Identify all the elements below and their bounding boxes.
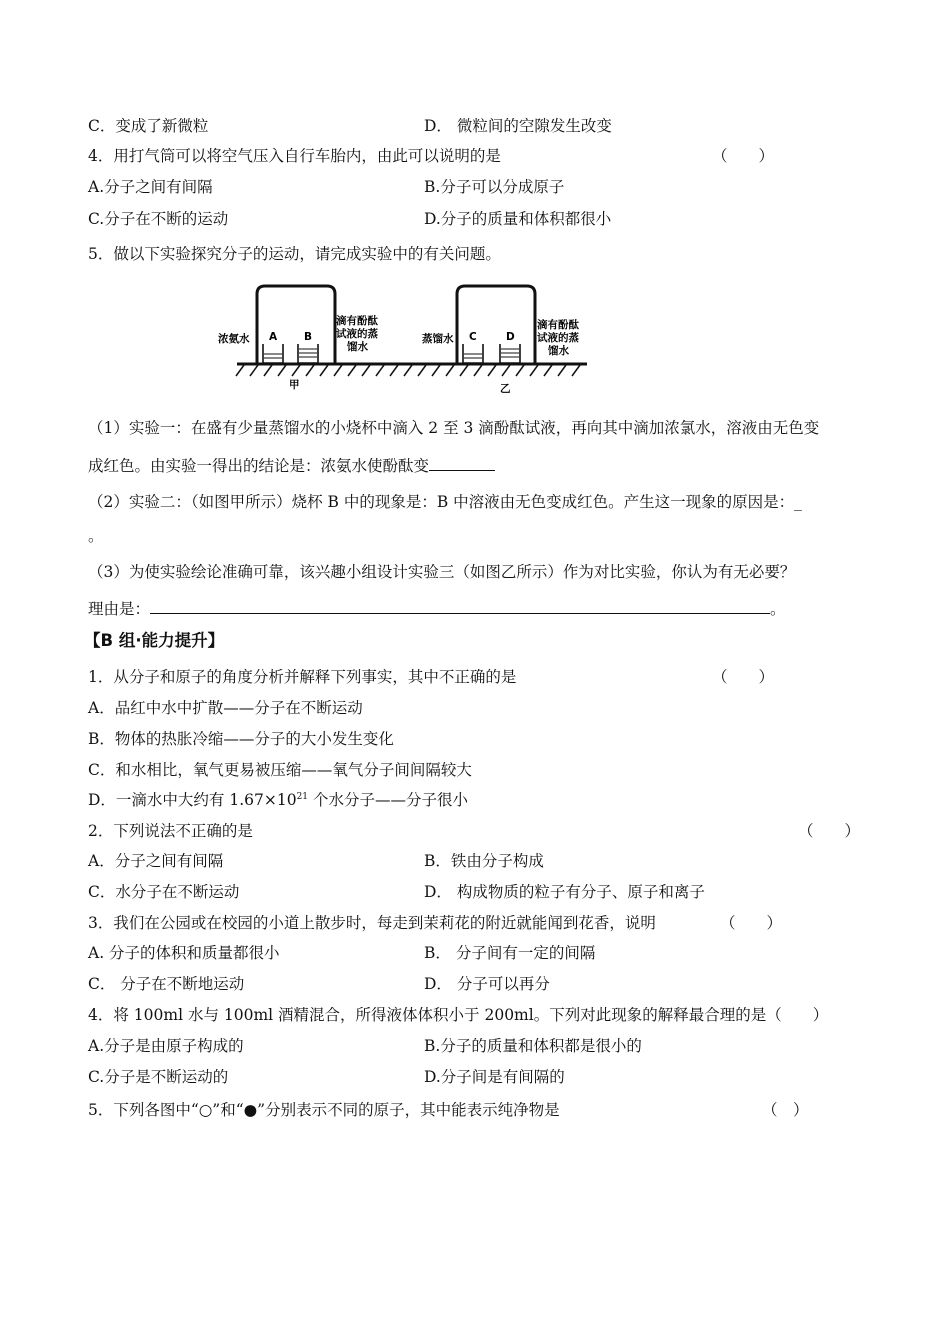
label-phenolphthalein-right-1: 滴有酚酞 [537, 319, 579, 331]
b-q1-option-d-exponent: 21 [296, 791, 309, 802]
b-q5-stem: 5．下列各图中“○”和“●”分别表示不同的原子，其中能表示纯净物是 [88, 1101, 560, 1119]
b-q1-option-d-suffix: 个水分子——分子很小 [308, 791, 468, 809]
a-q5-stem: 5．做以下实验探究分子的运动，请完成实验中的有关问题。 [88, 245, 501, 263]
a-q3-option-d: D． 微粒间的空隙发生改变 [424, 117, 612, 135]
a-q5-part3-prefix: 理由是： [88, 600, 151, 618]
experiment-figure [218, 282, 592, 400]
b-q2-stem: 2．下列说法不正确的是 [88, 822, 253, 840]
bell-jar-left [257, 286, 335, 364]
a-q4-option-c: C.分子在不断的运动 [88, 210, 229, 228]
a-q5-part3-suffix: 。 [770, 600, 786, 618]
b-q5-answer-paren: （ ） [762, 1101, 809, 1119]
a-q4-option-a: A.分子之间有间隔 [88, 178, 213, 196]
label-b: B [304, 331, 313, 343]
b-q2-option-d: D． 构成物质的粒子有分子、原子和离子 [424, 883, 705, 901]
group-b-heading: 【B 组·能力提升】 [84, 631, 225, 650]
b-q1-stem: 1．从分子和原子的角度分析并解释下列事实，其中不正确的是 [88, 668, 517, 686]
label-phenolphthalein-right-2: 试液的蒸 [537, 332, 579, 344]
b-q1-option-c: C．和水相比，氧气更易被压缩——氧气分子间间隔较大 [88, 761, 472, 779]
b-q3-option-c: C． 分子在不断地运动 [88, 975, 245, 993]
label-phenolphthalein-left-3: 馏水 [347, 341, 368, 353]
b-q1-answer-paren: （ ） [712, 668, 775, 686]
b-q2-option-c: C．水分子在不断运动 [88, 883, 240, 901]
a-q4-option-b: B.分子可以分成原子 [424, 178, 565, 196]
b-q4-option-b: B.分子的质量和体积都是很小的 [424, 1037, 642, 1055]
a-q5-part3-answer-blank[interactable] [150, 599, 770, 614]
label-c: C [469, 331, 477, 343]
b-q3-option-d: D． 分子可以再分 [424, 975, 550, 993]
b-q3-option-a: A. 分子的体积和质量都很小 [88, 944, 280, 962]
a-q5-part1-text: 成红色。由实验一得出的结论是：浓氨水使酚酞变 [88, 457, 430, 475]
a-q4-option-d: D.分子的质量和体积都很小 [424, 210, 612, 228]
beaker-c [463, 344, 483, 363]
a-q5-part2-line1: （2）实验二：（如图甲所示）烧杯 B 中的现象是：B 中溶液由无色变成红色。产生这一现象的原因是：_ [88, 493, 802, 511]
beaker-b [298, 344, 318, 363]
label-a: A [269, 331, 278, 343]
b-q1-option-b: B．物体的热胀冷缩——分子的大小发生变化 [88, 730, 394, 748]
b-q2-option-a: A．分子之间有间隔 [88, 852, 224, 870]
beaker-d [500, 344, 520, 363]
b-q2-answer-paren: （ ） [798, 822, 861, 840]
b-q2-option-b: B．铁由分子构成 [424, 852, 544, 870]
caption-jia: 甲 [289, 379, 300, 391]
b-q4-option-c: C.分子是不断运动的 [88, 1068, 229, 1086]
a-q5-part2-line2: 。 [88, 527, 104, 545]
label-phenolphthalein-left-2: 试液的蒸 [336, 328, 378, 340]
label-phenolphthalein-left-1: 滴有酚酞 [336, 315, 378, 327]
beaker-a [263, 344, 283, 363]
a-q4-stem: 4．用打气筒可以将空气压入自行车胎内，由此可以说明的是 [88, 147, 501, 165]
b-q1-option-a: A．品红中水中扩散——分子在不断运动 [88, 699, 363, 717]
table-hatching [236, 365, 580, 376]
b-q3-option-b: B． 分子间有一定的间隔 [424, 944, 596, 962]
caption-yi: 乙 [500, 383, 511, 395]
a-q5-part1-answer-blank[interactable] [429, 456, 495, 471]
bell-jar-right [457, 286, 535, 364]
a-q5-part3-line2 [88, 599, 786, 619]
a-q5-part1-line1: （1）实验一：在盛有少量蒸馏水的小烧杯中滴入 2 至 3 滴酚酞试液，再向其中滴加浓氯水，溶液由无色变 [88, 419, 820, 437]
b-q1-option-d-prefix: D．一滴水中大约有 1.67×10 [88, 791, 297, 809]
label-concentrated-ammonia: 浓氨水 [218, 333, 250, 345]
a-q4-answer-paren: （ ） [712, 147, 775, 165]
a-q3-option-c: C．变成了新微粒 [88, 117, 209, 135]
b-q4-stem: 4．将 100ml 水与 100ml 酒精混合，所得液体体积小于 200ml。下列对此现象的解释最合理的是（ ） [88, 1006, 829, 1024]
label-d: D [506, 331, 515, 343]
a-q5-part3-line1: （3）为使实验绘论准确可靠，该兴趣小组设计实验三（如图乙所示）作为对比实验，你认为有无必要？ [88, 563, 796, 581]
label-distilled-water: 蒸馏水 [422, 333, 454, 345]
b-q4-option-a: A.分子是由原子构成的 [88, 1037, 244, 1055]
b-q4-option-d: D.分子间是有间隔的 [424, 1068, 565, 1086]
a-q5-part1-line2 [88, 456, 495, 476]
b-q1-option-d [88, 790, 468, 810]
b-q3-answer-paren: （ ） [720, 914, 783, 932]
label-phenolphthalein-right-3: 馏水 [548, 345, 569, 357]
b-q3-stem: 3．我们在公园或在校园的小道上散步时，每走到茉莉花的附近就能闻到花香，说明 [88, 914, 656, 932]
